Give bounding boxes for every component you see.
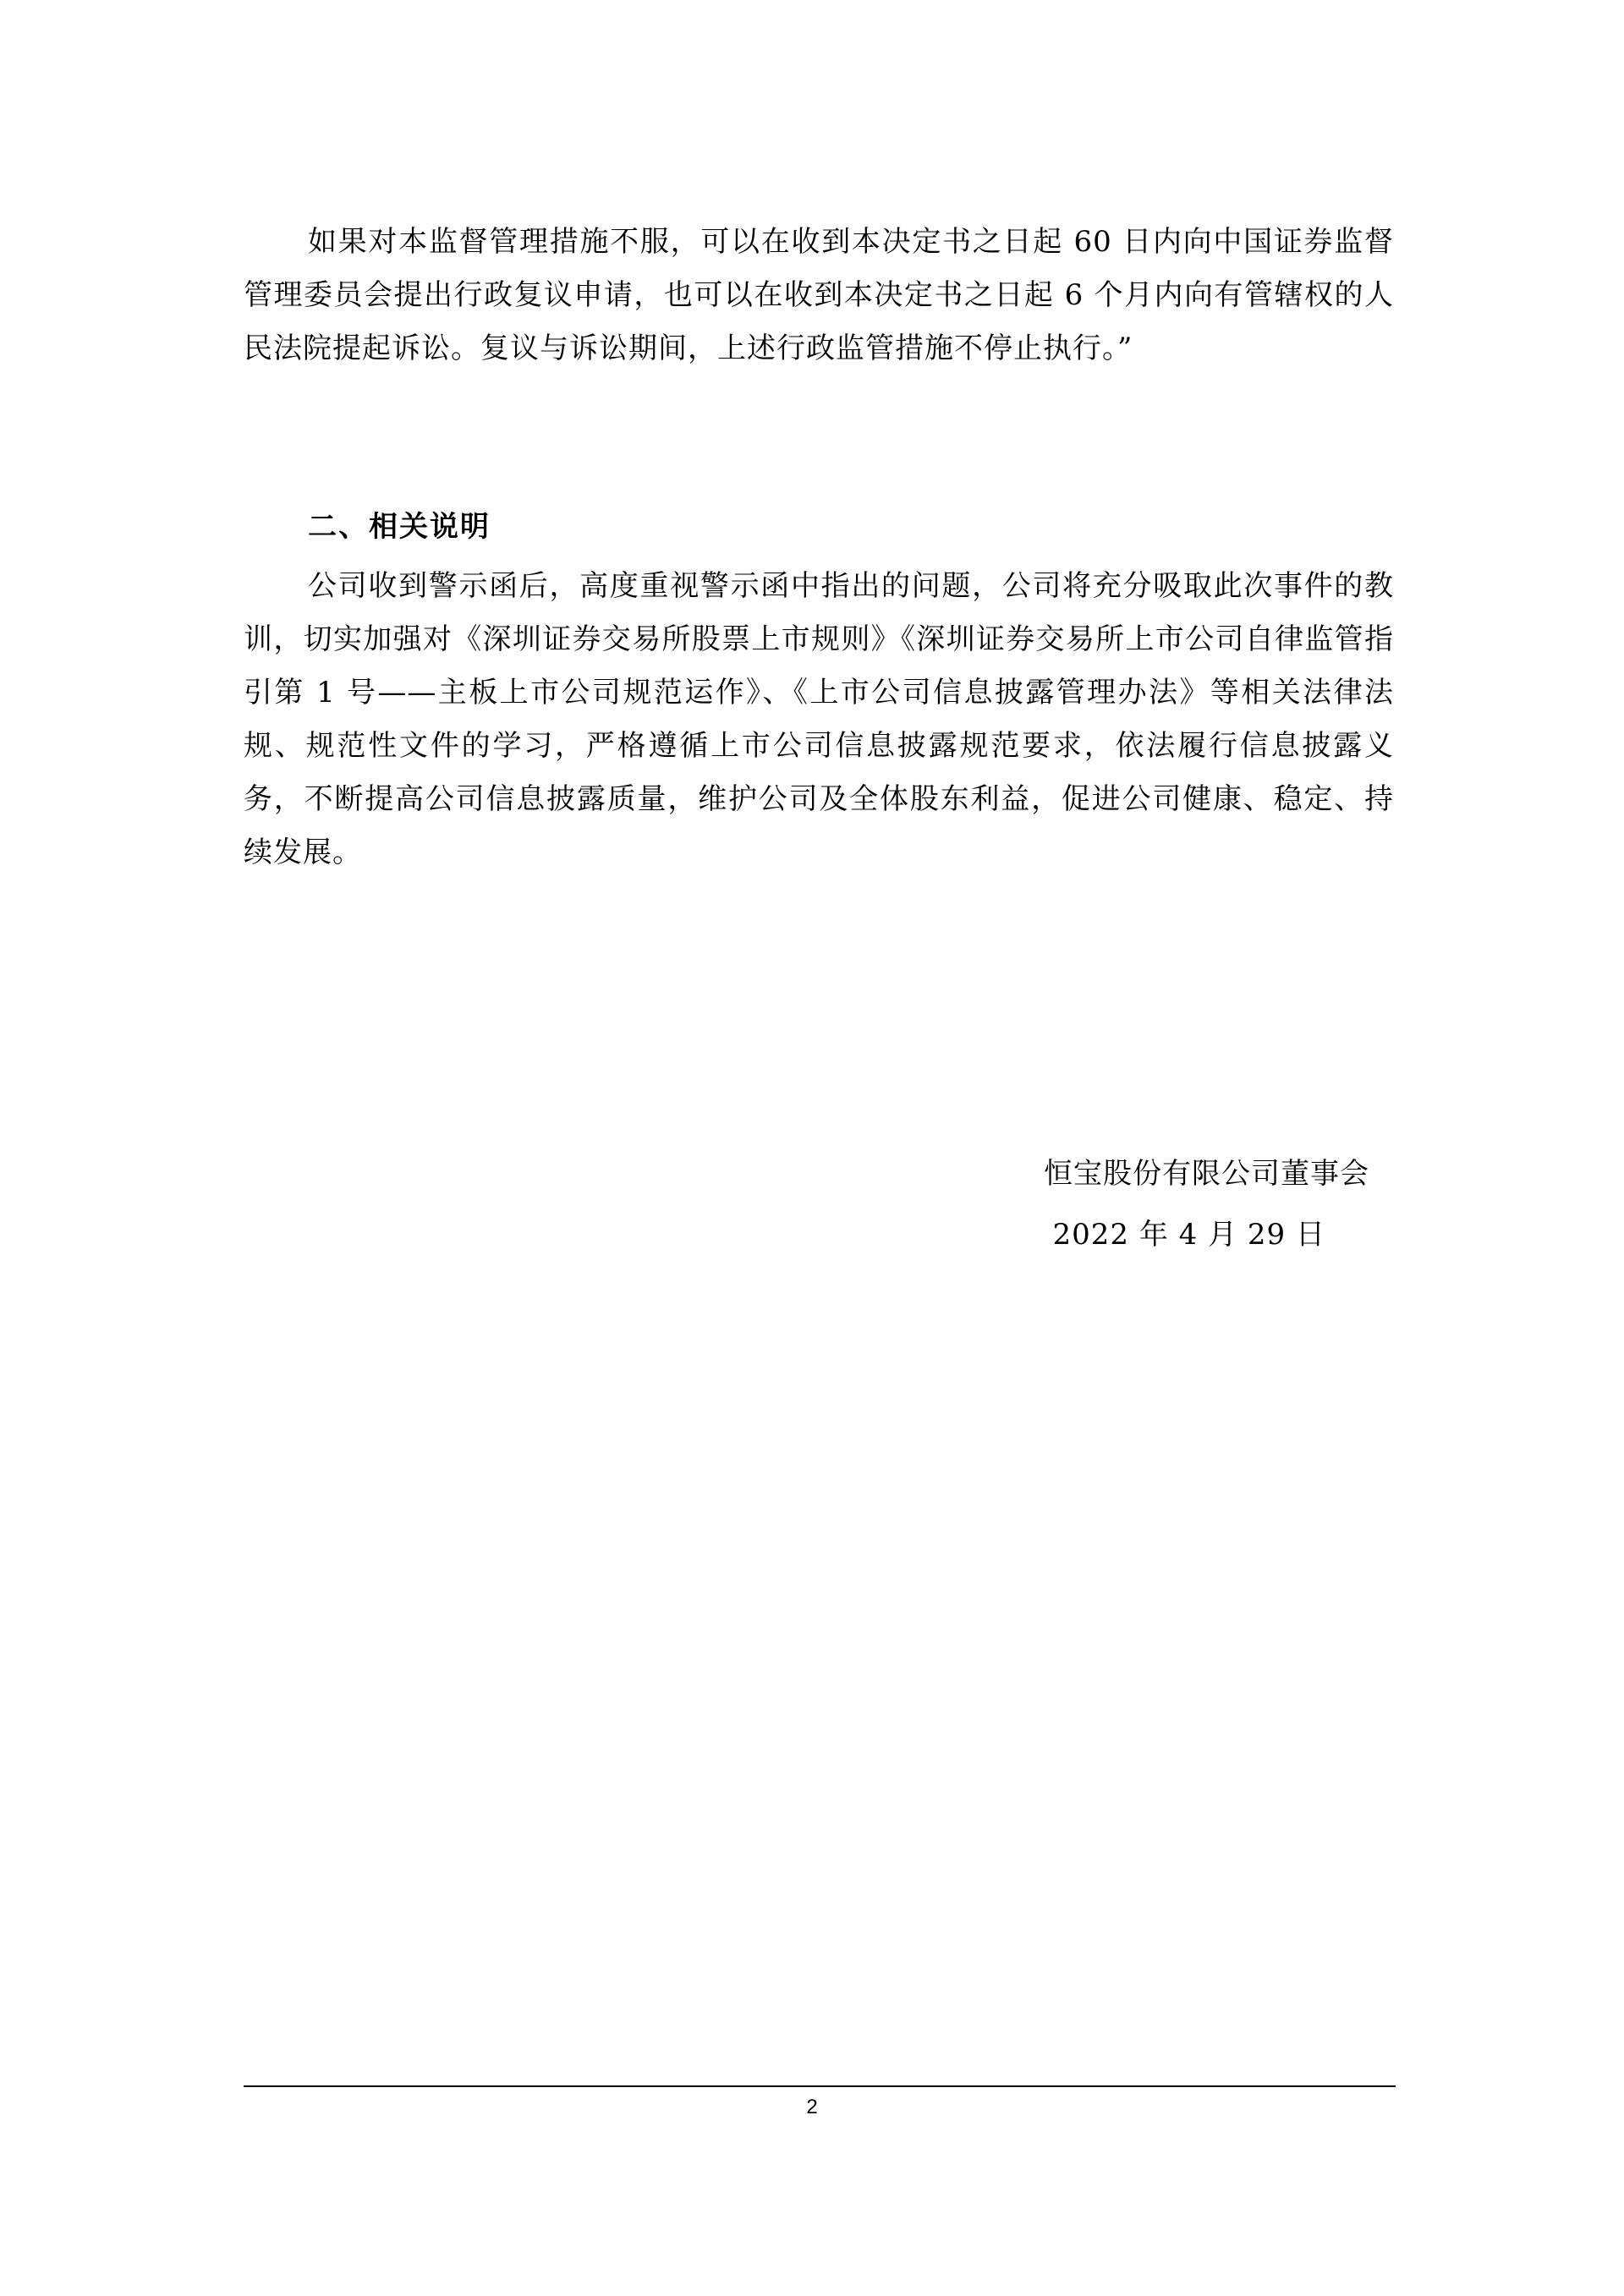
signature-date: 2022 年 4 月 29 日 [1052,1218,1325,1252]
page-number: 2 [806,2096,818,2118]
signature-company: 恒宝股份有限公司董事会 [1044,1157,1369,1191]
paragraph-company-response: 公司收到警示函后，高度重视警示函中指出的问题，公司将充分吸取此次事件的教训，切实加强对《深圳证券交易所股票上市规则》《深圳证券交易所上市公司自律监管指引第 1 号——主板上市公司规范运作》、《上市公司信息披露管理办法》等相关法律法规、规范性文件的学习，严格遵循上市公司信息披露规范要求，依法履行信息披露义务，不断提高公司信息披露质量，维护公司及全体股东利益，促进公司健康、稳定、持续发展。 [244,569,1394,869]
paragraph-remedy-notice: 如果对本监督管理措施不服，可以在收到本决定书之日起 60 日内向中国证券监督管理委员会提出行政复议申请，也可以在收到本决定书之日起 6 个月内向有管辖权的人民法院提起诉讼。复议与诉讼期间，上述行政监管措施不停止执行。” [244,225,1394,365]
footer-divider [244,2085,1396,2087]
section-heading: 二、相关说明 [308,510,491,544]
